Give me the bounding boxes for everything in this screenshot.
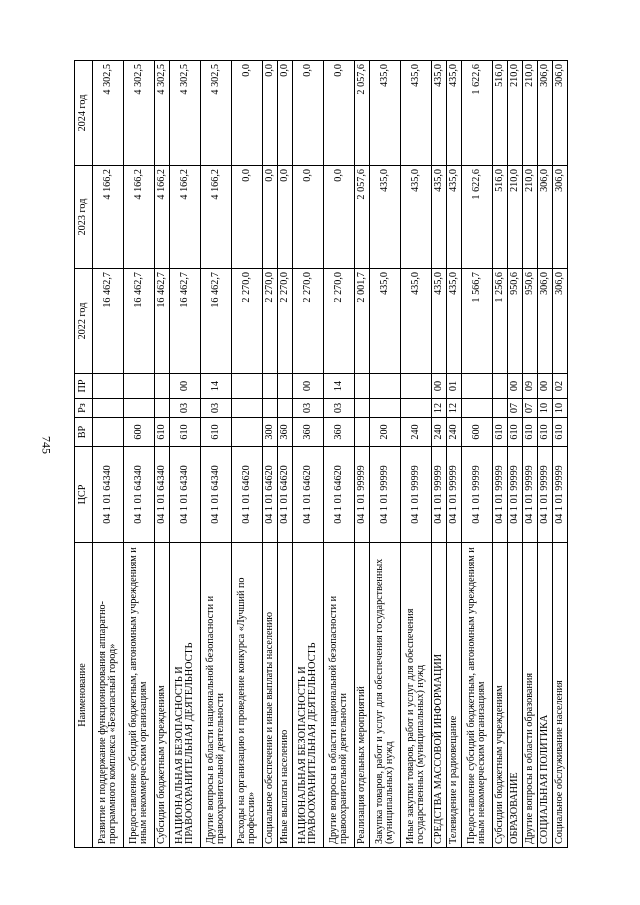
cell-vr: 360 <box>324 418 355 447</box>
cell-vr <box>232 418 263 447</box>
cell-vr: 610 <box>538 418 553 447</box>
cell-y2023: 210,0 <box>523 166 538 269</box>
cell-name: Предоставление субсидий бюджетным, автономным учреждениям и иным некоммерческим организациям <box>462 543 493 848</box>
cell-y2022: 2 270,0 <box>232 269 263 374</box>
cell-y2022: 1 566,7 <box>462 269 493 374</box>
cell-y2022: 16 462,7 <box>124 269 155 374</box>
table-row <box>170 61 201 848</box>
cell-rz <box>155 399 170 418</box>
cell-pr <box>370 374 401 399</box>
table-row <box>447 61 462 848</box>
cell-vr: 610 <box>170 418 201 447</box>
budget-table-container <box>74 61 564 848</box>
cell-name: Социальное обеспечение и иные выплаты населению <box>263 543 278 848</box>
cell-pr: 00 <box>538 374 553 399</box>
cell-rz <box>462 399 493 418</box>
cell-y2024: 0,0 <box>263 61 278 166</box>
table-row <box>523 61 538 848</box>
cell-rz: 10 <box>553 399 568 418</box>
cell-pr: 09 <box>523 374 538 399</box>
cell-csr: 04 1 01 99999 <box>401 447 432 543</box>
cell-y2024: 4 302,5 <box>93 61 124 166</box>
header-name: Наименование <box>75 543 93 848</box>
cell-name: Другие вопросы в области национальной безопасности и правоохранительной деятельности <box>324 543 355 848</box>
cell-name: НАЦИОНАЛЬНАЯ БЕЗОПАСНОСТЬ И ПРАВООХРАНИТЕЛЬНАЯ ДЕЯТЕЛЬНОСТЬ <box>293 543 324 848</box>
header-2023: 2023 год <box>75 166 93 269</box>
table-row <box>493 61 508 848</box>
cell-name: Социальное обслуживание населения <box>553 543 568 848</box>
cell-pr: 14 <box>201 374 232 399</box>
cell-pr: 00 <box>293 374 324 399</box>
cell-y2022: 950,6 <box>508 269 523 374</box>
cell-y2024: 4 302,5 <box>124 61 155 166</box>
cell-pr <box>124 374 155 399</box>
cell-rz <box>401 399 432 418</box>
cell-vr: 610 <box>493 418 508 447</box>
header-rz: Рз <box>75 399 93 418</box>
cell-y2024: 0,0 <box>278 61 293 166</box>
cell-name: Закупка товаров, работ и услуг для обеспечения государственных (муниципальных) нужд <box>370 543 401 848</box>
cell-pr: 14 <box>324 374 355 399</box>
table-row <box>508 61 523 848</box>
cell-y2023: 4 166,2 <box>170 166 201 269</box>
cell-csr: 04 1 01 64340 <box>155 447 170 543</box>
cell-vr: 360 <box>293 418 324 447</box>
cell-y2022: 435,0 <box>447 269 462 374</box>
cell-rz <box>93 399 124 418</box>
cell-pr <box>278 374 293 399</box>
cell-vr <box>93 418 124 447</box>
cell-y2023: 306,0 <box>538 166 553 269</box>
cell-y2023: 435,0 <box>401 166 432 269</box>
cell-y2024: 435,0 <box>370 61 401 166</box>
cell-vr: 240 <box>432 418 447 447</box>
cell-y2023: 1 622,6 <box>462 166 493 269</box>
cell-rz: 03 <box>324 399 355 418</box>
cell-rz: 03 <box>293 399 324 418</box>
cell-y2024: 210,0 <box>523 61 538 166</box>
cell-vr: 610 <box>155 418 170 447</box>
cell-y2023: 4 166,2 <box>201 166 232 269</box>
cell-rz <box>355 399 370 418</box>
cell-vr: 360 <box>278 418 293 447</box>
cell-rz: 12 <box>447 399 462 418</box>
cell-y2022: 306,0 <box>553 269 568 374</box>
cell-pr: 00 <box>508 374 523 399</box>
cell-y2024: 4 302,5 <box>201 61 232 166</box>
cell-y2023: 0,0 <box>232 166 263 269</box>
cell-rz <box>263 399 278 418</box>
cell-y2024: 435,0 <box>432 61 447 166</box>
cell-y2023: 306,0 <box>553 166 568 269</box>
cell-vr: 600 <box>462 418 493 447</box>
cell-pr: 00 <box>170 374 201 399</box>
cell-y2023: 435,0 <box>432 166 447 269</box>
cell-name: НАЦИОНАЛЬНАЯ БЕЗОПАСНОСТЬ И ПРАВООХРАНИТЕЛЬНАЯ ДЕЯТЕЛЬНОСТЬ <box>170 543 201 848</box>
cell-name: Субсидии бюджетным учреждениям <box>155 543 170 848</box>
budget-table-rotated <box>74 61 564 848</box>
table-row <box>232 61 263 848</box>
cell-y2022: 435,0 <box>432 269 447 374</box>
cell-y2022: 2 270,0 <box>263 269 278 374</box>
cell-y2022: 16 462,7 <box>155 269 170 374</box>
cell-y2024: 4 302,5 <box>170 61 201 166</box>
cell-y2022: 435,0 <box>401 269 432 374</box>
cell-y2023: 435,0 <box>370 166 401 269</box>
cell-csr: 04 1 01 64340 <box>201 447 232 543</box>
cell-name: Другие вопросы в области образования <box>523 543 538 848</box>
cell-csr: 04 1 01 99999 <box>432 447 447 543</box>
cell-name: СРЕДСТВА МАССОВОЙ ИНФОРМАЦИИ <box>432 543 447 848</box>
cell-y2023: 4 166,2 <box>124 166 155 269</box>
cell-name: Субсидии бюджетным учреждениям <box>493 543 508 848</box>
cell-y2024: 516,0 <box>493 61 508 166</box>
cell-name: Реализация отдельных мероприятий <box>355 543 370 848</box>
cell-csr: 04 1 01 64620 <box>232 447 263 543</box>
table-row <box>155 61 170 848</box>
budget-table <box>74 60 568 848</box>
cell-pr <box>401 374 432 399</box>
cell-pr <box>493 374 508 399</box>
cell-y2022: 16 462,7 <box>170 269 201 374</box>
cell-y2022: 1 256,6 <box>493 269 508 374</box>
table-row <box>370 61 401 848</box>
cell-y2023: 516,0 <box>493 166 508 269</box>
cell-y2022: 950,6 <box>523 269 538 374</box>
cell-y2023: 4 166,2 <box>155 166 170 269</box>
page-number: 745 <box>39 436 54 454</box>
cell-name: Телевидение и радиовещание <box>447 543 462 848</box>
cell-csr: 04 1 01 99999 <box>370 447 401 543</box>
cell-name: Иные закупки товаров, работ и услуг для обеспечения государственных (муниципальных) нужд <box>401 543 432 848</box>
header-csr: ЦСР <box>75 447 93 543</box>
cell-rz <box>232 399 263 418</box>
cell-y2023: 2 057,6 <box>355 166 370 269</box>
cell-vr: 610 <box>508 418 523 447</box>
cell-rz <box>124 399 155 418</box>
cell-csr: 04 1 01 99999 <box>355 447 370 543</box>
cell-y2023: 4 166,2 <box>93 166 124 269</box>
cell-pr <box>355 374 370 399</box>
cell-vr: 610 <box>523 418 538 447</box>
header-pr: ПР <box>75 374 93 399</box>
cell-y2022: 16 462,7 <box>93 269 124 374</box>
cell-y2023: 0,0 <box>324 166 355 269</box>
cell-y2024: 435,0 <box>401 61 432 166</box>
cell-name: Другие вопросы в области национальной безопасности и правоохранительной деятельности <box>201 543 232 848</box>
cell-y2022: 16 462,7 <box>201 269 232 374</box>
cell-csr: 04 1 01 64620 <box>278 447 293 543</box>
cell-csr: 04 1 01 64340 <box>170 447 201 543</box>
cell-vr: 300 <box>263 418 278 447</box>
cell-y2024: 0,0 <box>232 61 263 166</box>
cell-name: Иные выплаты населению <box>278 543 293 848</box>
cell-pr: 01 <box>447 374 462 399</box>
cell-y2022: 2 270,0 <box>324 269 355 374</box>
cell-vr: 200 <box>370 418 401 447</box>
cell-rz <box>493 399 508 418</box>
cell-y2022: 2 270,0 <box>293 269 324 374</box>
cell-csr: 04 1 01 64620 <box>324 447 355 543</box>
cell-pr <box>263 374 278 399</box>
table-row <box>401 61 432 848</box>
cell-y2024: 0,0 <box>293 61 324 166</box>
cell-y2023: 435,0 <box>447 166 462 269</box>
cell-vr: 240 <box>447 418 462 447</box>
cell-pr <box>155 374 170 399</box>
table-row <box>293 61 324 848</box>
cell-csr: 04 1 01 64620 <box>293 447 324 543</box>
cell-vr: 240 <box>401 418 432 447</box>
cell-y2024: 210,0 <box>508 61 523 166</box>
cell-y2022: 2 270,0 <box>278 269 293 374</box>
cell-y2022: 2 001,7 <box>355 269 370 374</box>
cell-rz <box>278 399 293 418</box>
cell-pr <box>462 374 493 399</box>
table-row <box>553 61 568 848</box>
cell-csr: 04 1 01 99999 <box>493 447 508 543</box>
cell-pr: 02 <box>553 374 568 399</box>
cell-name: ОБРАЗОВАНИЕ <box>508 543 523 848</box>
cell-y2024: 306,0 <box>538 61 553 166</box>
cell-csr: 04 1 01 99999 <box>462 447 493 543</box>
cell-rz: 03 <box>170 399 201 418</box>
header-2024: 2024 год <box>75 61 93 166</box>
cell-pr: 00 <box>432 374 447 399</box>
table-row <box>124 61 155 848</box>
cell-csr: 04 1 01 64340 <box>124 447 155 543</box>
cell-y2022: 435,0 <box>370 269 401 374</box>
cell-csr: 04 1 01 99999 <box>538 447 553 543</box>
cell-y2024: 4 302,5 <box>155 61 170 166</box>
table-row <box>263 61 278 848</box>
cell-csr: 04 1 01 99999 <box>447 447 462 543</box>
cell-y2024: 306,0 <box>553 61 568 166</box>
cell-rz: 07 <box>508 399 523 418</box>
cell-y2022: 306,0 <box>538 269 553 374</box>
cell-vr <box>355 418 370 447</box>
cell-csr: 04 1 01 64620 <box>263 447 278 543</box>
cell-pr <box>93 374 124 399</box>
cell-y2024: 0,0 <box>324 61 355 166</box>
cell-vr: 600 <box>124 418 155 447</box>
table-body <box>93 61 568 848</box>
table-row <box>93 61 124 848</box>
header-vr: ВР <box>75 418 93 447</box>
cell-vr: 610 <box>201 418 232 447</box>
cell-rz: 12 <box>432 399 447 418</box>
cell-csr: 04 1 01 99999 <box>553 447 568 543</box>
cell-y2023: 0,0 <box>263 166 278 269</box>
cell-y2023: 0,0 <box>293 166 324 269</box>
cell-pr <box>232 374 263 399</box>
table-row <box>538 61 553 848</box>
table-row <box>201 61 232 848</box>
cell-name: Развитие и поддержание функционирования аппаратно-программного комплекса «Безопасный город» <box>93 543 124 848</box>
table-row <box>355 61 370 848</box>
cell-csr: 04 1 01 99999 <box>508 447 523 543</box>
cell-y2024: 1 622,6 <box>462 61 493 166</box>
header-2022: 2022 год <box>75 269 93 374</box>
cell-name: Расходы на организацию и проведение конкурса «Лучший по профессии» <box>232 543 263 848</box>
table-row <box>432 61 447 848</box>
table-header-row <box>75 61 93 848</box>
cell-y2024: 435,0 <box>447 61 462 166</box>
cell-vr: 610 <box>553 418 568 447</box>
cell-name: СОЦИАЛЬНАЯ ПОЛИТИКА <box>538 543 553 848</box>
cell-y2023: 210,0 <box>508 166 523 269</box>
cell-name: Предоставление субсидий бюджетным, автономным учреждениям и иным некоммерческим организациям <box>124 543 155 848</box>
cell-rz: 07 <box>523 399 538 418</box>
cell-y2023: 0,0 <box>278 166 293 269</box>
cell-y2024: 2 057,6 <box>355 61 370 166</box>
cell-csr: 04 1 01 99999 <box>523 447 538 543</box>
cell-csr: 04 1 01 64340 <box>93 447 124 543</box>
table-row <box>462 61 493 848</box>
cell-rz: 03 <box>201 399 232 418</box>
table-row <box>278 61 293 848</box>
cell-rz <box>370 399 401 418</box>
cell-rz: 10 <box>538 399 553 418</box>
table-row <box>324 61 355 848</box>
